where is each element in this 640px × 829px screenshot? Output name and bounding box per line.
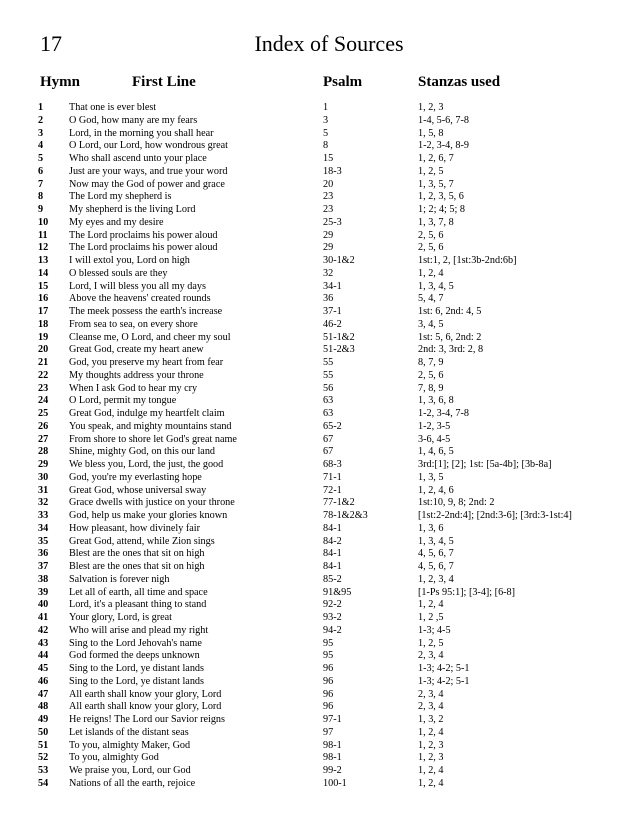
first-line: Now may the God of power and grace	[69, 178, 225, 190]
stanzas-used: 1, 3, 4, 5	[418, 280, 454, 292]
table-row	[0, 319, 640, 332]
stanzas-used: 7, 8, 9	[418, 382, 444, 394]
hymn-number: 20	[38, 344, 49, 356]
table-row	[0, 421, 640, 434]
psalm-ref: 29	[323, 229, 334, 241]
table-row	[0, 166, 640, 179]
psalm-ref: 34-1	[323, 280, 342, 292]
table-row	[0, 765, 640, 778]
psalm-ref: 95	[323, 650, 334, 662]
hymn-number: 26	[38, 420, 49, 432]
hymn-number: 54	[38, 777, 49, 789]
table-row	[0, 740, 640, 753]
psalm-ref: 93-2	[323, 612, 342, 623]
psalm-ref: 84-1	[323, 522, 342, 534]
first-line: You speak, and mighty mountains stand	[69, 420, 232, 432]
hymn-number: 46	[38, 675, 49, 687]
psalm-ref: 97-1	[323, 714, 342, 725]
stanzas-used: 1-4, 5-6, 7-8	[418, 114, 469, 126]
stanzas-used: 1, 2, 4, 6	[418, 484, 454, 496]
psalm-ref: 8	[323, 140, 329, 152]
table-row	[0, 778, 640, 791]
hymn-number: 45	[38, 663, 49, 674]
psalm-ref: 100-1	[323, 777, 347, 789]
stanzas-used: 2, 3, 4	[418, 688, 444, 700]
psalm-ref: 1	[323, 102, 329, 113]
table-row	[0, 650, 640, 663]
table-row	[0, 446, 640, 459]
table-row	[0, 523, 640, 536]
stanzas-used: 2, 5, 6	[418, 369, 444, 381]
hymn-number: 28	[38, 446, 49, 458]
table-row	[0, 714, 640, 727]
psalm-ref: 71-1	[323, 471, 342, 483]
stanzas-used: 1, 5, 8	[418, 127, 444, 139]
table-row	[0, 548, 640, 561]
psalm-ref: 55	[323, 369, 334, 381]
stanzas-used: 4, 5, 6, 7	[418, 548, 454, 560]
first-line: O Lord, permit my tongue	[69, 395, 177, 407]
stanzas-used: 1st:10, 9, 8; 2nd: 2	[418, 497, 495, 509]
table-row	[0, 293, 640, 306]
psalm-ref: 32	[323, 267, 334, 279]
psalm-ref: 63	[323, 408, 334, 419]
psalm-ref: 68-3	[323, 459, 342, 470]
first-line: Your glory, Lord, is great	[69, 612, 172, 623]
page-title: Index of Sources	[254, 31, 404, 56]
table-row	[0, 140, 640, 153]
stanzas-used: 1, 2, 6, 7	[418, 153, 454, 164]
table-row	[0, 344, 640, 357]
table-row	[0, 281, 640, 294]
psalm-ref: 63	[323, 395, 334, 407]
hymn-number: 35	[38, 535, 49, 547]
psalm-ref: 77-1&2	[323, 497, 355, 509]
psalm-ref: 46-2	[323, 318, 342, 330]
hymn-number: 31	[38, 484, 49, 496]
table-row	[0, 689, 640, 702]
hymn-number: 25	[38, 408, 49, 419]
first-line: Let all of earth, all time and space	[69, 586, 208, 598]
first-line: Who shall ascend unto your place	[69, 153, 207, 164]
table-row	[0, 752, 640, 765]
psalm-ref: 67	[323, 433, 334, 445]
first-line: We praise you, Lord, our God	[69, 765, 191, 776]
first-line: All earth shall know your glory, Lord	[69, 701, 222, 713]
hymn-number: 8	[38, 191, 44, 203]
stanzas-used: 1, 2, 5	[418, 637, 444, 649]
table-row	[0, 268, 640, 281]
stanzas-used: 1-2, 3-4, 7-8	[418, 408, 469, 419]
first-line: Lord, in the morning you shall hear	[69, 127, 214, 139]
hymn-number: 4	[38, 140, 44, 152]
hymn-number: 44	[38, 650, 49, 662]
table-row	[0, 102, 640, 115]
hymn-number: 39	[38, 586, 49, 598]
table-row	[0, 676, 640, 689]
hymn-number: 50	[38, 726, 49, 738]
hymn-number: 6	[38, 165, 44, 177]
psalm-ref: 3	[323, 114, 329, 126]
table-row	[0, 663, 640, 676]
table-row	[0, 332, 640, 345]
hymn-number: 10	[38, 216, 49, 228]
hymn-number: 33	[38, 510, 49, 521]
hymn-number: 36	[38, 548, 49, 560]
first-line: Great God, attend, while Zion sings	[69, 535, 215, 547]
hymn-number: 49	[38, 714, 49, 725]
table-row	[0, 472, 640, 485]
header-first-line: First Line	[132, 74, 196, 90]
first-line: The meek possess the earth's increase	[69, 306, 223, 317]
stanzas-used: 1, 2, 4	[418, 267, 444, 279]
header-stanzas: Stanzas used	[418, 74, 501, 90]
stanzas-used: 1, 2, 4	[418, 726, 444, 738]
psalm-ref: 56	[323, 382, 334, 394]
first-line: My thoughts address your throne	[69, 369, 204, 381]
stanzas-used: 2nd: 3, 3rd: 2, 8	[418, 344, 484, 356]
psalm-ref: 98-1	[323, 739, 342, 751]
stanzas-used: 1-2, 3-5	[418, 420, 451, 432]
stanzas-used: 4, 5, 6, 7	[418, 561, 454, 572]
hymn-number: 41	[38, 612, 49, 623]
stanzas-used: 1-3; 4-2; 5-1	[418, 663, 470, 674]
first-line: Sing to the Lord, ye distant lands	[69, 675, 204, 687]
stanzas-used: 1, 3, 4, 5	[418, 535, 454, 547]
first-line: Great God, indulge my heartfelt claim	[69, 408, 225, 419]
hymn-number: 17	[38, 306, 49, 317]
hymn-number: 27	[38, 433, 49, 445]
stanzas-used: 1, 4, 6, 5	[418, 446, 454, 458]
psalm-ref: 18-3	[323, 165, 342, 177]
table-row	[0, 191, 640, 204]
stanzas-used: 1, 3, 6, 8	[418, 395, 454, 407]
table-row	[0, 599, 640, 612]
first-line: My shepherd is the living Lord	[69, 204, 196, 215]
first-line: Sing to the Lord, ye distant lands	[69, 663, 204, 674]
first-line: God, help us make your glories known	[69, 510, 228, 521]
stanzas-used: 1; 2; 4; 5; 8	[418, 204, 465, 215]
table-row	[0, 370, 640, 383]
hymn-number: 18	[38, 318, 49, 330]
first-line: My eyes and my desire	[69, 216, 164, 228]
table-row	[0, 459, 640, 472]
stanzas-used: 1, 2, 3, 4	[418, 573, 454, 585]
stanzas-used: 1, 2, 5	[418, 165, 444, 177]
table-row	[0, 153, 640, 166]
table-row	[0, 561, 640, 574]
hymn-number: 30	[38, 471, 49, 483]
hymn-number: 32	[38, 497, 49, 509]
stanzas-used: 1, 2, 3	[418, 739, 444, 751]
first-line: Who will arise and plead my right	[69, 624, 209, 636]
sources-table	[0, 102, 640, 791]
first-line: O blessed souls are they	[69, 267, 168, 279]
stanzas-used: 1st: 5, 6, 2nd: 2	[418, 331, 482, 343]
psalm-ref: 85-2	[323, 573, 342, 585]
header-psalm: Psalm	[323, 74, 363, 90]
table-row	[0, 230, 640, 243]
table-row	[0, 434, 640, 447]
stanzas-used: 2, 5, 6	[418, 242, 444, 254]
stanzas-used: 3-6, 4-5	[418, 433, 451, 445]
first-line: Great God, whose universal sway	[69, 484, 207, 496]
hymn-number: 1	[38, 102, 44, 113]
table-row	[0, 612, 640, 625]
hymn-number: 22	[38, 369, 49, 381]
hymn-number: 48	[38, 701, 49, 713]
table-row	[0, 485, 640, 498]
hymn-number: 19	[38, 331, 49, 343]
first-line: To you, almighty God	[69, 752, 159, 764]
psalm-ref: 84-1	[323, 548, 342, 560]
psalm-ref: 36	[323, 293, 334, 305]
psalm-ref: 25-3	[323, 216, 342, 228]
table-row	[0, 204, 640, 217]
first-line: Sing to the Lord Jehovah's name	[69, 637, 202, 649]
first-line: The Lord proclaims his power aloud	[69, 229, 218, 241]
stanzas-used: 1, 3, 6	[418, 522, 444, 534]
stanzas-used: 1, 2, 4	[418, 599, 444, 611]
psalm-ref: 55	[323, 357, 334, 368]
table-row	[0, 128, 640, 141]
psalm-ref: 15	[323, 153, 334, 164]
psalm-ref: 78-1&2&3	[323, 510, 368, 521]
stanzas-used: 2, 3, 4	[418, 650, 444, 662]
hymn-number: 5	[38, 153, 44, 164]
psalm-ref: 5	[323, 127, 329, 139]
first-line: Blest are the ones that sit on high	[69, 561, 205, 572]
header-hymn: Hymn	[40, 74, 81, 90]
psalm-ref: 72-1	[323, 484, 342, 496]
stanzas-used: 2, 3, 4	[418, 701, 444, 713]
first-line: Cleanse me, O Lord, and cheer my soul	[69, 331, 231, 343]
hymn-number: 24	[38, 395, 49, 407]
stanzas-used: 1, 3, 7, 8	[418, 216, 454, 228]
stanzas-used: 3rd:[1]; [2]; 1st: [5a-4b]; [3b-8a]	[418, 459, 552, 470]
table-row	[0, 242, 640, 255]
psalm-ref: 51-1&2	[323, 331, 355, 343]
table-row	[0, 510, 640, 523]
first-line: To you, almighty Maker, God	[69, 739, 191, 751]
first-line: God formed the deeps unknown	[69, 650, 200, 662]
psalm-ref: 92-2	[323, 599, 342, 611]
hymn-number: 16	[38, 293, 49, 305]
first-line: That one is ever blest	[69, 102, 157, 113]
stanzas-used: 1, 2, 4	[418, 765, 444, 776]
stanzas-used: 2, 5, 6	[418, 229, 444, 241]
first-line: Lord, it's a pleasant thing to stand	[69, 599, 207, 611]
table-row	[0, 625, 640, 638]
psalm-ref: 96	[323, 701, 334, 713]
psalm-ref: 23	[323, 191, 334, 203]
hymn-number: 53	[38, 765, 49, 776]
first-line: O Lord, our Lord, how wondrous great	[69, 140, 229, 152]
stanzas-used: 1st:1, 2, [1st:3b-2nd:6b]	[418, 255, 517, 266]
first-line: Lord, I will bless you all my days	[69, 280, 206, 292]
stanzas-used: 1, 2, 3, 5, 6	[418, 191, 464, 203]
hymn-number: 12	[38, 242, 49, 254]
hymn-number: 15	[38, 280, 49, 292]
hymn-number: 43	[38, 637, 49, 649]
table-row	[0, 395, 640, 408]
first-line: We bless you, Lord, the just, the good	[69, 459, 224, 470]
table-row	[0, 408, 640, 421]
first-line: The Lord proclaims his power aloud	[69, 242, 218, 254]
stanzas-used: 1, 2 ,5	[418, 612, 444, 623]
hymn-number: 9	[38, 204, 44, 215]
stanzas-used: 5, 4, 7	[418, 293, 444, 305]
table-row	[0, 306, 640, 319]
stanzas-used: 3, 4, 5	[418, 318, 444, 330]
first-line: God, you're my everlasting hope	[69, 471, 202, 483]
psalm-ref: 84-2	[323, 535, 342, 547]
psalm-ref: 91&95	[323, 586, 352, 598]
psalm-ref: 51-2&3	[323, 344, 355, 356]
stanzas-used: 1-3; 4-2; 5-1	[418, 675, 470, 687]
table-row	[0, 115, 640, 128]
table-row	[0, 357, 640, 370]
table-row	[0, 255, 640, 268]
hymn-number: 42	[38, 624, 49, 636]
first-line: Blest are the ones that sit on high	[69, 548, 205, 560]
table-row	[0, 574, 640, 587]
stanzas-used: [1-Ps 95:1]; [3-4]; [6-8]	[418, 586, 516, 598]
first-line: I will extol you, Lord on high	[69, 255, 190, 266]
psalm-ref: 30-1&2	[323, 255, 355, 266]
psalm-ref: 99-2	[323, 765, 342, 776]
table-row	[0, 701, 640, 714]
stanzas-used: 1, 2, 3	[418, 102, 444, 113]
first-line: The Lord my shepherd is	[69, 191, 172, 203]
psalm-ref: 96	[323, 675, 334, 687]
first-line: Grace dwells with justice on your throne	[69, 497, 235, 509]
stanzas-used: [1st:2-2nd:4]; [2nd:3-6]; [3rd:3-1st:4]	[418, 510, 572, 521]
first-line: When I ask God to hear my cry	[69, 382, 198, 394]
page-number: 17	[40, 31, 62, 56]
first-line: Nations of all the earth, rejoice	[69, 777, 196, 789]
hymn-number: 14	[38, 267, 49, 279]
stanzas-used: 1-3; 4-5	[418, 624, 451, 636]
hymn-number: 47	[38, 688, 49, 700]
hymn-number: 40	[38, 599, 49, 611]
psalm-ref: 97	[323, 726, 334, 738]
hymn-number: 29	[38, 459, 49, 470]
psalm-ref: 84-1	[323, 561, 342, 572]
first-line: From shore to shore let God's great name	[69, 433, 237, 445]
table-row	[0, 179, 640, 192]
stanzas-used: 1, 3, 2	[418, 714, 444, 725]
hymn-number: 11	[38, 229, 48, 241]
first-line: Shine, mighty God, on this our land	[69, 446, 216, 458]
first-line: O God, how many are my fears	[69, 114, 198, 126]
first-line: How pleasant, how divinely fair	[69, 522, 200, 534]
psalm-ref: 98-1	[323, 752, 342, 764]
stanzas-used: 1st: 6, 2nd: 4, 5	[418, 306, 482, 317]
table-row	[0, 587, 640, 600]
table-row	[0, 536, 640, 549]
first-line: Salvation is forever nigh	[69, 573, 170, 585]
hymn-number: 21	[38, 357, 49, 368]
hymn-number: 52	[38, 752, 49, 764]
table-row	[0, 727, 640, 740]
hymn-number: 7	[38, 178, 44, 190]
psalm-ref: 20	[323, 178, 334, 190]
psalm-ref: 65-2	[323, 420, 342, 432]
psalm-ref: 94-2	[323, 624, 342, 636]
hymn-number: 13	[38, 255, 49, 266]
hymn-number: 3	[38, 127, 44, 139]
psalm-ref: 96	[323, 663, 334, 674]
stanzas-used: 8, 7, 9	[418, 357, 444, 368]
first-line: All earth shall know your glory, Lord	[69, 688, 222, 700]
first-line: From sea to sea, on every shore	[69, 318, 198, 330]
hymn-number: 51	[38, 739, 49, 751]
table-row	[0, 638, 640, 651]
psalm-ref: 96	[323, 688, 334, 700]
first-line: Great God, create my heart anew	[69, 344, 204, 356]
first-line: Above the heavens' created rounds	[69, 293, 211, 305]
hymn-number: 23	[38, 382, 49, 394]
hymn-number: 34	[38, 522, 49, 534]
table-row	[0, 497, 640, 510]
stanzas-used: 1, 2, 4	[418, 777, 444, 789]
hymn-number: 2	[38, 114, 44, 126]
stanzas-used: 1, 3, 5	[418, 471, 444, 483]
first-line: Let islands of the distant seas	[69, 726, 189, 738]
first-line: He reigns! The Lord our Savior reigns	[69, 714, 225, 725]
stanzas-used: 1-2, 3-4, 8-9	[418, 140, 469, 152]
psalm-ref: 95	[323, 637, 334, 649]
stanzas-used: 1, 3, 5, 7	[418, 178, 454, 190]
hymn-number: 38	[38, 573, 49, 585]
psalm-ref: 67	[323, 446, 334, 458]
psalm-ref: 23	[323, 204, 334, 215]
psalm-ref: 29	[323, 242, 334, 254]
stanzas-used: 1, 2, 3	[418, 752, 444, 764]
psalm-ref: 37-1	[323, 306, 342, 317]
table-row	[0, 383, 640, 396]
first-line: God, you preserve my heart from fear	[69, 357, 224, 368]
hymn-number: 37	[38, 561, 49, 572]
table-row	[0, 217, 640, 230]
first-line: Just are your ways, and true your word	[69, 165, 228, 177]
